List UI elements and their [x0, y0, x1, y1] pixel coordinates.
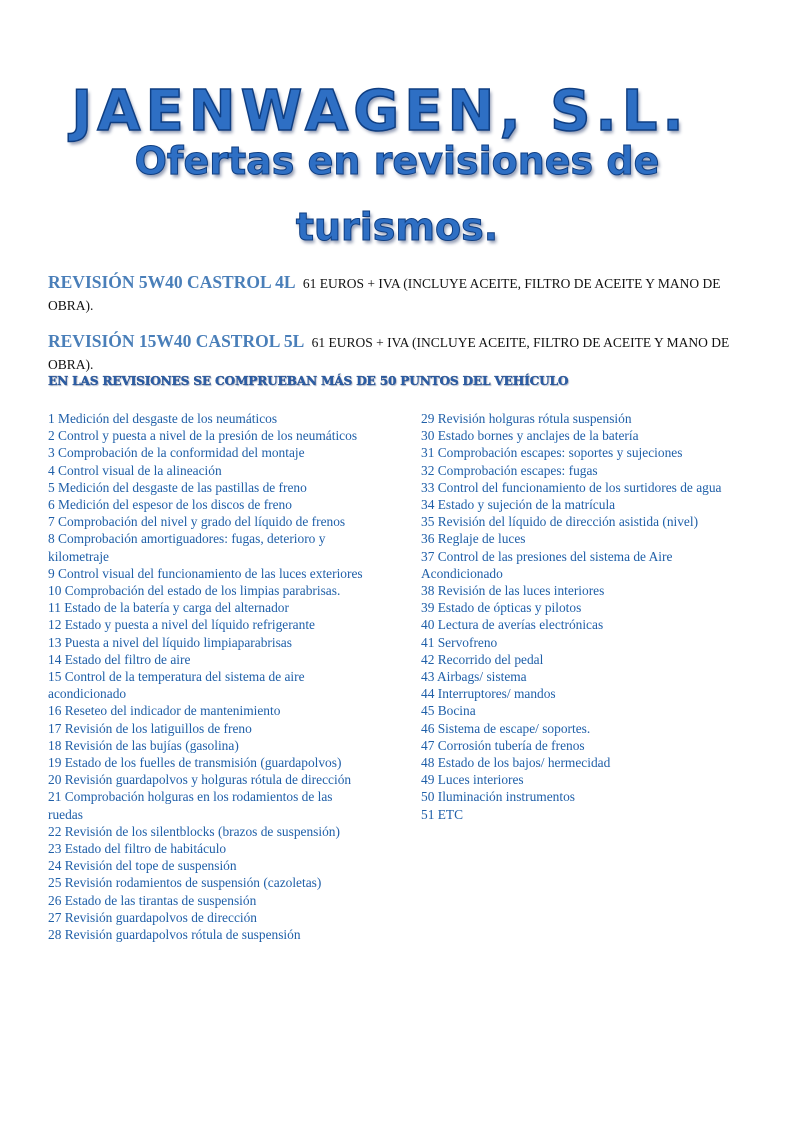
check-point-item: 33 Control del funcionamiento de los surtidores de agua — [421, 479, 722, 495]
check-point-item: 7 Comprobación del nivel y grado del líquido de frenos — [48, 514, 346, 530]
check-point-item: 6 Medición del espesor de los discos de freno — [48, 497, 292, 513]
check-point-item: 36 Reglaje de luces — [421, 531, 526, 547]
check-point-item: 47 Corrosión tubería de frenos — [421, 737, 585, 753]
check-point-item: 31 Comprobación escapes: soportes y sujeciones — [421, 445, 683, 461]
check-point-item: 9 Control visual del funcionamiento de las luces exteriores — [48, 565, 363, 581]
check-point-item: 2 Control y puesta a nivel de la presión de los neumáticos — [48, 428, 358, 444]
check-point-item: 28 Revisión guardapolvos rótula de suspensión — [48, 927, 301, 943]
check-points-right-column — [421, 410, 747, 823]
check-points-heading: EN LAS REVISIONES SE COMPRUEBAN MÁS DE 50 PUNTOS DEL VEHÍCULO — [48, 374, 569, 388]
subtitle-line-1: Ofertas en revisiones de — [134, 139, 660, 183]
check-point-item: 11 Estado de la batería y carga del alternador — [48, 600, 289, 616]
check-points-left-column — [48, 410, 370, 943]
check-point-item: 3 Comprobación de la conformidad del montaje — [48, 445, 305, 461]
check-point-item: 38 Revisión de las luces interiores — [421, 583, 605, 599]
check-point-item: 50 Iluminación instrumentos — [421, 789, 575, 805]
check-point-item: 8 Comprobación amortiguadores: fugas, deterioro y kilometraje — [48, 531, 326, 564]
check-point-item: 15 Control de la temperatura del sistema de aire acondicionado — [48, 669, 305, 702]
check-point-item: 4 Control visual de la alineación — [48, 462, 222, 478]
check-point-item: 22 Revisión de los silentblocks (brazos de suspensión) — [48, 823, 340, 839]
check-point-item: 18 Revisión de las bujías (gasolina) — [48, 737, 239, 753]
subtitle-line-2: turismos. — [295, 205, 499, 249]
offer-details: 61 EUROS + IVA (INCLUYE ACEITE, FILTRO DE ACEITE Y MANO DE OBRA). — [48, 334, 730, 372]
check-point-item: 29 Revisión holguras rótula suspensión — [421, 411, 632, 426]
company-title: JAENWAGEN, S.L. — [71, 78, 689, 144]
check-point-item: 30 Estado bornes y anclajes de la batería — [421, 428, 639, 444]
check-point-item: 37 Control de las presiones del sistema de Aire Acondicionado — [421, 548, 673, 581]
check-point-item: 1 Medición del desgaste de los neumáticos — [48, 411, 278, 426]
offer-details: 61 EUROS + IVA (INCLUYE ACEITE, FILTRO DE ACEITE Y MANO DE OBRA). — [48, 275, 721, 313]
check-point-item: 45 Bocina — [421, 703, 476, 719]
check-point-item: 43 Airbags/ sistema — [421, 669, 527, 685]
check-point-item: 41 Servofreno — [421, 634, 498, 650]
check-point-item: 39 Estado de ópticas y pilotos — [421, 600, 582, 616]
check-point-item: 24 Revisión del tope de suspensión — [48, 858, 237, 874]
check-point-item: 27 Revisión guardapolvos de dirección — [48, 909, 257, 925]
check-point-item: 26 Estado de las tirantas de suspensión — [48, 892, 257, 908]
check-point-item: 49 Luces interiores — [421, 772, 524, 788]
offer-name: REVISIÓN 5W40 CASTROL 4L — [48, 271, 296, 292]
check-point-item: 40 Lectura de averías electrónicas — [421, 617, 604, 633]
check-point-item: 44 Interruptores/ mandos — [421, 686, 556, 702]
offer-15w40 — [48, 330, 754, 376]
check-point-item: 35 Revisión del líquido de dirección asistida (nivel) — [421, 514, 699, 530]
offer-name: REVISIÓN 15W40 CASTROL 5L — [48, 330, 305, 351]
offer-5w40 — [48, 271, 754, 317]
check-point-item: 32 Comprobación escapes: fugas — [421, 462, 598, 478]
check-point-item: 42 Recorrido del pedal — [421, 651, 544, 667]
offers-subtitle — [0, 128, 794, 260]
check-point-item: 13 Puesta a nivel del líquido limpiaparabrisas — [48, 634, 292, 650]
check-point-item: 51 ETC — [421, 806, 464, 822]
check-point-item: 5 Medición del desgaste de las pastillas de freno — [48, 479, 307, 495]
check-point-item: 21 Comprobación holguras en los rodamientos de las ruedas — [48, 789, 333, 822]
check-point-item: 17 Revisión de los latiguillos de freno — [48, 720, 252, 736]
check-point-item: 46 Sistema de escape/ soportes. — [421, 720, 591, 736]
check-point-item: 48 Estado de los bajos/ hermecidad — [421, 755, 611, 771]
check-point-item: 23 Estado del filtro de habitáculo — [48, 841, 227, 857]
check-point-item: 14 Estado del filtro de aire — [48, 651, 191, 667]
check-point-item: 20 Revisión guardapolvos y holguras rótula de dirección — [48, 772, 352, 788]
check-point-item: 19 Estado de los fuelles de transmisión (guardapolvos) — [48, 755, 342, 771]
check-point-item: 34 Estado y sujeción de la matrícula — [421, 497, 616, 513]
check-point-item: 12 Estado y puesta a nivel del líquido refrigerante — [48, 617, 315, 633]
check-point-item: 10 Comprobación del estado de los limpias parabrisas. — [48, 583, 341, 599]
check-point-item: 16 Reseteo del indicador de mantenimiento — [48, 703, 281, 719]
check-point-item: 25 Revisión rodamientos de suspensión (cazoletas) — [48, 875, 322, 891]
